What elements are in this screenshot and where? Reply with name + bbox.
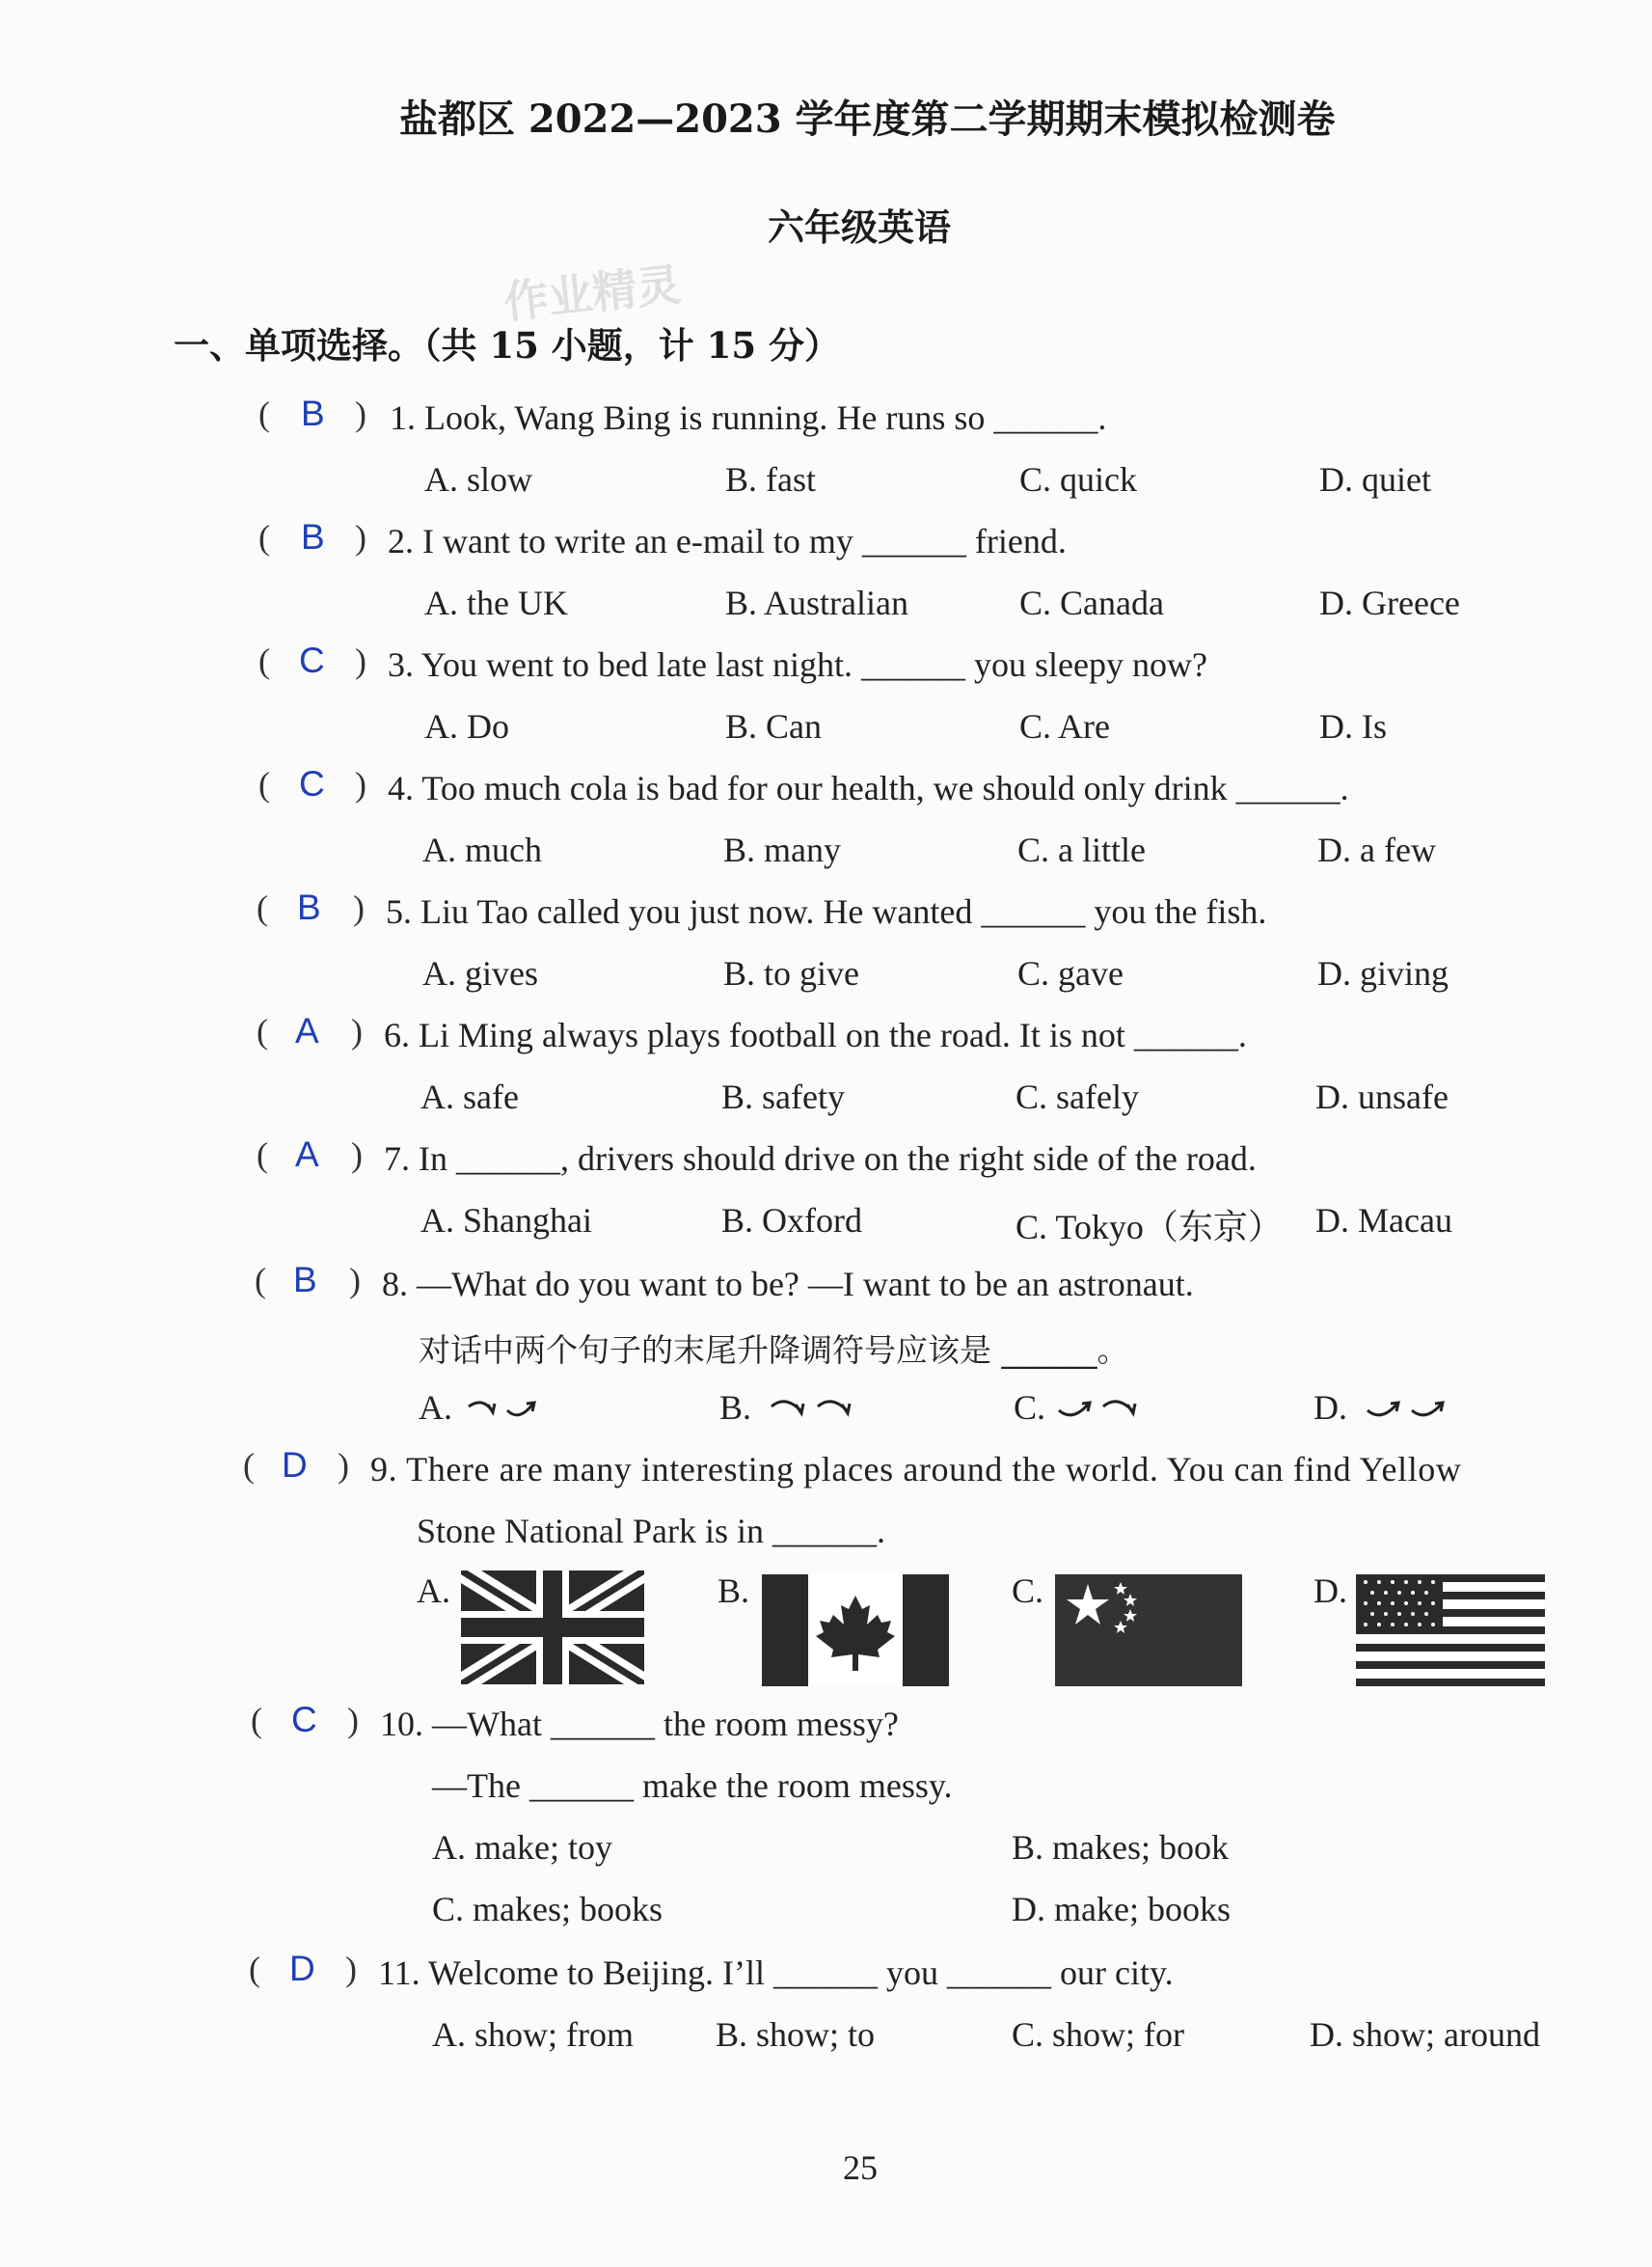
answer-mark: B	[301, 517, 325, 557]
option-b: B. Oxford	[721, 1201, 862, 1240]
question-stem: 1. Look, Wang Bing is running. He runs so ______.	[390, 398, 1107, 437]
option-b: B. to give	[723, 954, 859, 993]
answer-paren-open: (	[258, 765, 270, 804]
answer-mark: D	[289, 1949, 315, 1988]
answer-paren-open: (	[258, 395, 270, 433]
answer-mark: C	[291, 1700, 317, 1739]
option-c: C. quick	[1019, 460, 1137, 499]
option-a: A. Do	[424, 707, 509, 746]
answer-paren-close: )	[338, 1446, 349, 1485]
answer-paren-open: (	[243, 1446, 255, 1485]
question-stem-line2: —The ______ make the room messy.	[432, 1766, 953, 1805]
answer-paren-close: )	[355, 642, 366, 680]
option-a: A. Shanghai	[420, 1201, 592, 1240]
intonation-rise-fall-icon	[1053, 1393, 1150, 1428]
answer-paren-close: )	[351, 1012, 363, 1051]
answer-paren-close: )	[355, 395, 366, 433]
question-stem: 2. I want to write an e-mail to my ______ friend.	[388, 522, 1067, 560]
option-d: D. a few	[1317, 831, 1436, 869]
option-b: B.	[718, 1571, 750, 1610]
answer-paren-open: (	[257, 1135, 268, 1174]
answer-mark: B	[297, 888, 321, 927]
option-c: C. makes; books	[432, 1890, 663, 1928]
option-a: A. show; from	[432, 2015, 634, 2054]
option-a: A. gives	[422, 954, 538, 993]
option-b: B. Australian	[725, 584, 908, 622]
intonation-fall-fall-icon	[768, 1393, 864, 1428]
option-b: B. makes; book	[1012, 1828, 1229, 1867]
question-stem: 9. There are many interesting places around the world. You can find Yellow	[370, 1450, 1462, 1489]
answer-paren-open: (	[257, 1012, 268, 1051]
option-b: B. Can	[725, 707, 823, 746]
watermark: 作业精灵	[501, 258, 684, 329]
answer-mark: D	[282, 1445, 308, 1485]
answer-paren-open: (	[251, 1701, 262, 1739]
option-d: D.	[1313, 1571, 1347, 1610]
question-stem: 8. —What do you want to be? —I want to be an astronaut.	[382, 1265, 1194, 1303]
option-a: A. safe	[420, 1078, 519, 1116]
option-c: C.	[1012, 1571, 1044, 1610]
option-d: D. unsafe	[1315, 1078, 1449, 1116]
option-c: C. Are	[1019, 707, 1110, 746]
answer-paren-close: )	[353, 888, 365, 927]
intonation-fall-rise-icon	[465, 1393, 544, 1428]
option-c: C. safely	[1016, 1078, 1139, 1116]
answer-mark: B	[301, 394, 325, 433]
option-a: A.	[419, 1388, 452, 1427]
option-a: A. much	[422, 831, 542, 869]
answer-paren-close: )	[355, 765, 366, 804]
option-a: A. the UK	[424, 584, 568, 622]
option-b: B. many	[723, 831, 841, 869]
question-stem-cn: 对话中两个句子的末尾升降调符号应该是 ______。	[419, 1331, 1129, 1369]
option-b: B. safety	[721, 1078, 845, 1116]
answer-paren-open: (	[258, 518, 270, 557]
option-a: A. slow	[424, 460, 533, 499]
answer-paren-open: (	[257, 888, 268, 927]
option-b: B.	[719, 1388, 752, 1427]
answer-mark: C	[299, 641, 325, 680]
china-flag-icon	[1055, 1574, 1242, 1686]
page-title: 盐都区 2022—2023 学年度第二学期期末模拟检测卷	[399, 96, 1336, 142]
answer-mark: B	[293, 1260, 317, 1299]
option-d: D. Macau	[1315, 1201, 1452, 1240]
option-c: C. gave	[1017, 954, 1124, 993]
answer-paren-close: )	[345, 1950, 357, 1988]
answer-paren-close: )	[347, 1701, 359, 1739]
answer-mark: A	[295, 1134, 319, 1174]
option-a: A. make; toy	[432, 1828, 612, 1867]
option-c: C. Canada	[1019, 584, 1164, 622]
answer-paren-open: (	[255, 1261, 266, 1299]
question-stem: 3. You went to bed late last night. ______ you sleepy now?	[388, 645, 1207, 684]
option-b: B. show; to	[716, 2015, 876, 2054]
question-stem-line2: Stone National Park is in ______.	[417, 1512, 885, 1550]
question-stem: 5. Liu Tao called you just now. He wanted ______ you the fish.	[386, 892, 1267, 931]
option-b: B. fast	[725, 460, 816, 499]
page-subtitle: 六年级英语	[768, 205, 952, 249]
answer-paren-close: )	[355, 518, 366, 557]
section-title: 一、单项选择。（共 15 小题，计 15 分）	[174, 324, 841, 367]
question-stem: 11. Welcome to Beijing. I’ll ______ you ______ our city.	[378, 1953, 1174, 1992]
uk-flag-icon	[461, 1571, 644, 1684]
option-d: D. show; around	[1310, 2015, 1540, 2054]
option-c: C.	[1014, 1388, 1046, 1427]
question-stem: 10. —What ______ the room messy?	[380, 1705, 899, 1743]
answer-mark: A	[295, 1011, 319, 1051]
intonation-rise-rise-icon	[1362, 1393, 1458, 1428]
answer-paren-open: (	[258, 642, 270, 680]
answer-paren-open: (	[249, 1950, 260, 1988]
option-d: D. Greece	[1319, 584, 1460, 622]
canada-flag-icon	[762, 1574, 949, 1686]
option-c: C. a little	[1017, 831, 1146, 869]
answer-mark: C	[299, 764, 325, 804]
option-d: D. giving	[1317, 954, 1449, 993]
option-d: D. Is	[1319, 707, 1387, 746]
answer-paren-close: )	[349, 1261, 361, 1299]
answer-paren-close: )	[351, 1135, 363, 1174]
option-c: C. show; for	[1012, 2015, 1184, 2054]
option-a: A.	[417, 1571, 450, 1610]
option-d: D. quiet	[1319, 460, 1431, 499]
option-d: D.	[1313, 1388, 1347, 1427]
option-d: D. make; books	[1012, 1890, 1231, 1928]
question-stem: 6. Li Ming always plays football on the road. It is not ______.	[384, 1016, 1247, 1054]
option-c: C. Tokyo（东京）	[1016, 1208, 1283, 1246]
question-stem: 4. Too much cola is bad for our health, we should only drink ______.	[388, 769, 1349, 807]
question-stem: 7. In ______, drivers should drive on the right side of the road.	[384, 1139, 1257, 1178]
usa-flag-icon	[1356, 1574, 1545, 1688]
page-number: 25	[843, 2148, 878, 2187]
